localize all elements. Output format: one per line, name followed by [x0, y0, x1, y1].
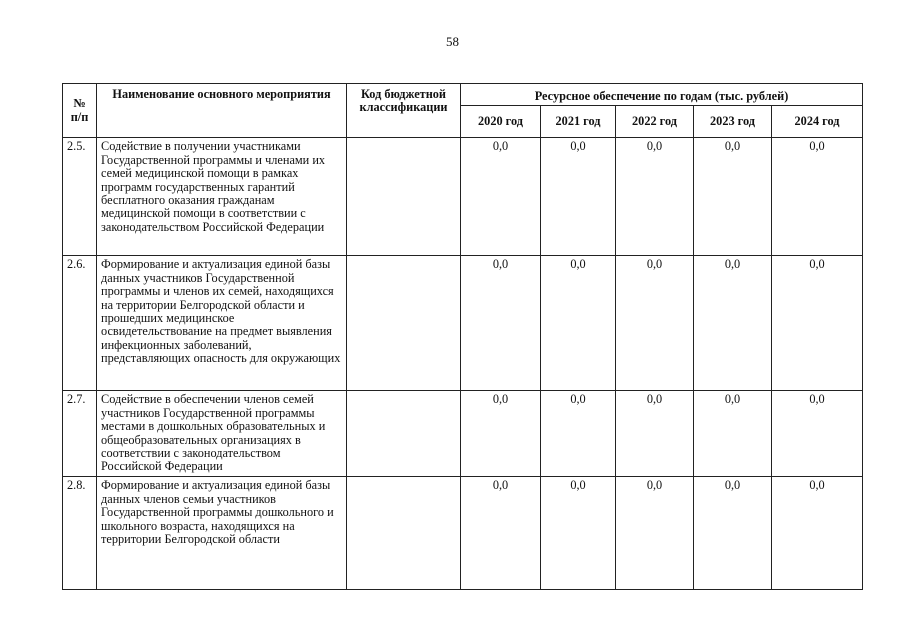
row-value: 0,0 [772, 477, 863, 590]
row-value: 0,0 [694, 391, 772, 477]
header-year: 2024 год [772, 106, 863, 138]
resource-table [62, 83, 863, 590]
row-value: 0,0 [541, 138, 616, 256]
header-budget-code: Код бюджетной классификации [347, 84, 461, 138]
header-year: 2023 год [694, 106, 772, 138]
row-budget-code [347, 256, 461, 391]
header-number: № п/п [63, 84, 97, 138]
row-value: 0,0 [772, 391, 863, 477]
row-budget-code [347, 138, 461, 256]
row-number: 2.5. [63, 138, 97, 256]
row-name: Содействие в обеспечении членов семей участников Государственной программы местами в дошкольных образовательных и общеобразовательных организациях в соответствии с законодательством Российской Федерации [97, 391, 347, 477]
header-year: 2020 год [461, 106, 541, 138]
row-value: 0,0 [461, 477, 541, 590]
header-year: 2022 год [616, 106, 694, 138]
header-resources: Ресурсное обеспечение по годам (тыс. рублей) [461, 84, 863, 106]
row-number: 2.6. [63, 256, 97, 391]
row-value: 0,0 [772, 138, 863, 256]
row-budget-code [347, 391, 461, 477]
row-budget-code [347, 477, 461, 590]
row-number: 2.7. [63, 391, 97, 477]
row-value: 0,0 [772, 256, 863, 391]
row-name: Формирование и актуализация единой базы данных членов семьи участников Государственной программы дошкольного и школьного возраста, находящихся на территории Белгородской области [97, 477, 347, 590]
table-row [63, 138, 863, 256]
header-year: 2021 год [541, 106, 616, 138]
row-value: 0,0 [616, 391, 694, 477]
row-name: Формирование и актуализация единой базы данных участников Государственной программы и членов их семей, находящихся на территории Белгородской области и прошедших медицинское освидетельствование на предмет выявления инфекционных заболеваний, представляющих опасность для окружающих [97, 256, 347, 391]
row-value: 0,0 [694, 477, 772, 590]
row-value: 0,0 [616, 138, 694, 256]
row-value: 0,0 [616, 256, 694, 391]
header-row [63, 84, 863, 106]
row-number: 2.8. [63, 477, 97, 590]
header-name: Наименование основного мероприятия [97, 84, 347, 138]
table-row [63, 256, 863, 391]
row-value: 0,0 [461, 391, 541, 477]
page-number: 58 [446, 34, 459, 49]
table-row [63, 477, 863, 590]
table-row [63, 391, 863, 477]
row-value: 0,0 [694, 256, 772, 391]
row-name: Содействие в получении участниками Государственной программы и членами их семей медицинской помощи в рамках программ государственных гарантий бесплатного оказания гражданам медицинской помощи в соответствии с законодательством Российской Федерации [97, 138, 347, 256]
row-value: 0,0 [461, 256, 541, 391]
row-value: 0,0 [541, 256, 616, 391]
row-value: 0,0 [541, 477, 616, 590]
row-value: 0,0 [694, 138, 772, 256]
row-value: 0,0 [541, 391, 616, 477]
row-value: 0,0 [461, 138, 541, 256]
row-value: 0,0 [616, 477, 694, 590]
